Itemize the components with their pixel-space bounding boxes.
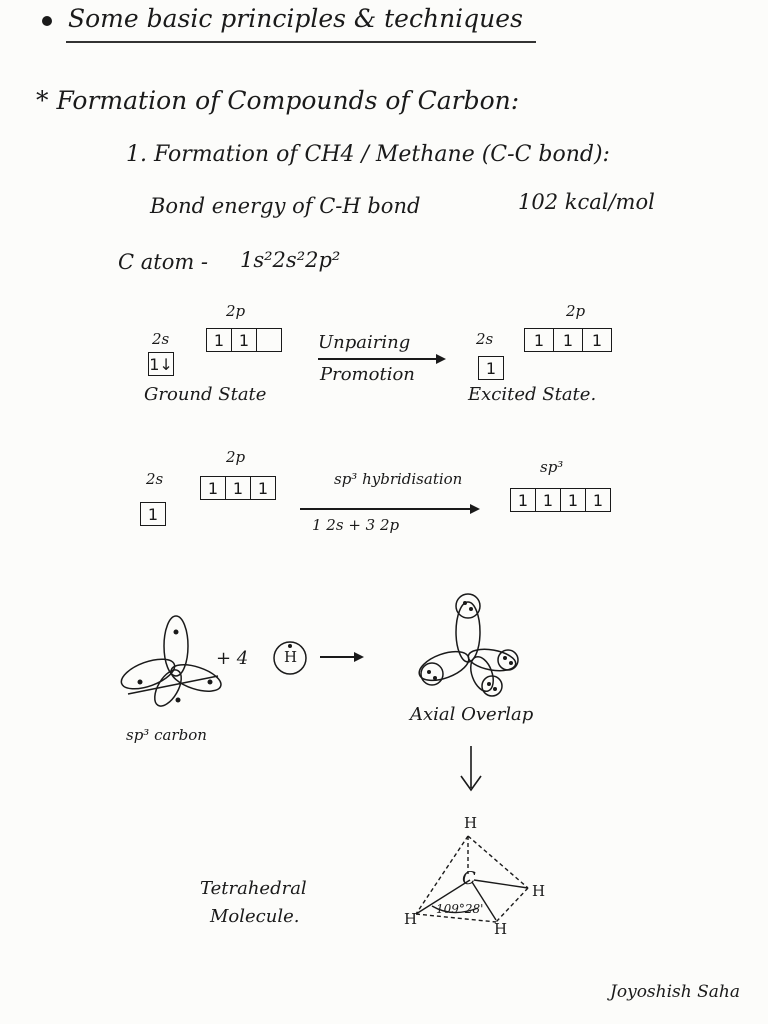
reactant-coefficient: + 4	[216, 648, 249, 669]
sp3-label: sp³	[540, 458, 564, 476]
unpairing-label: Unpairing	[318, 332, 411, 353]
excited-state-caption: Excited State.	[468, 384, 597, 405]
arrow-head-icon	[354, 652, 364, 662]
excited-2s-box	[478, 356, 504, 380]
hybrid-composition: 1 2s + 3 2p	[312, 516, 400, 534]
orbital-cell: 1	[232, 329, 257, 351]
ground-2s-label: 2s	[152, 330, 170, 348]
excited-2s-label: 2s	[476, 330, 494, 348]
promotion-label: Promotion	[320, 364, 415, 385]
step2-2p-label: 2p	[226, 448, 246, 466]
section-heading: * Formation of Compounds of Carbon:	[36, 86, 520, 115]
ground-state-caption: Ground State	[144, 384, 267, 405]
orbital-cell: 1	[511, 489, 536, 511]
bond-angle-label: 109°28'	[436, 902, 484, 916]
step2-2p-box	[200, 476, 276, 500]
orbital-cell	[257, 329, 281, 351]
orbital-cell: 1	[561, 489, 586, 511]
h-top-label: H	[464, 814, 478, 832]
orbital-cell: 1↓	[149, 354, 173, 374]
orbital-cell: 1	[207, 329, 232, 351]
ground-2p-label: 2p	[226, 302, 246, 320]
bullet-dot	[42, 16, 52, 26]
molecule-caption: Molecule.	[210, 906, 300, 927]
bond-energy-label: Bond energy of C-H bond	[150, 194, 421, 218]
excited-2p-box	[524, 328, 612, 352]
orbital-cell: 1	[525, 329, 554, 351]
down-arrow-icon	[456, 744, 486, 794]
author-signature: Joyoshish Saha	[610, 982, 740, 1002]
sp3-carbon-caption: sp³ carbon	[126, 726, 207, 744]
carbon-center-label: C	[462, 868, 476, 889]
promotion-arrow	[318, 358, 436, 360]
h-left-label: H	[404, 910, 418, 928]
title-underline	[66, 41, 536, 43]
bond-energy-value: 102 kcal/mol	[518, 190, 655, 214]
axial-overlap-caption: Axial Overlap	[410, 704, 534, 725]
orbital-cell: 1	[226, 477, 251, 499]
orbital-cell: 1	[201, 477, 226, 499]
step2-2s-label: 2s	[146, 470, 164, 488]
ground-2p-box	[206, 328, 282, 352]
h-right-label: H	[532, 882, 546, 900]
arrow-head-icon	[470, 504, 480, 514]
h-bottom-label: H	[494, 920, 508, 938]
arrow-head-icon	[436, 354, 446, 364]
hydrogen-label: H	[284, 648, 298, 666]
hybridisation-arrow	[300, 508, 470, 510]
tetrahedral-caption: Tetrahedral	[200, 878, 307, 899]
orbital-cell: 1	[485, 358, 497, 378]
orbital-cell: 1	[554, 329, 583, 351]
axial-overlap-diagram	[410, 590, 530, 700]
reaction-arrow	[320, 656, 354, 658]
page-title: Some basic principles & techniques	[68, 4, 523, 33]
sp3-carbon-orbital-diagram	[118, 612, 228, 712]
orbital-cell: 1	[536, 489, 561, 511]
excited-2p-label: 2p	[566, 302, 586, 320]
sp3-orbital-box	[510, 488, 611, 512]
hybridisation-label: sp³ hybridisation	[334, 470, 463, 488]
orbital-cell: 1	[257, 478, 269, 498]
orbital-cell: 1	[591, 330, 603, 350]
c-atom-label: C atom -	[118, 250, 209, 274]
step2-2s-box	[140, 502, 166, 526]
orbital-cell: 1	[592, 490, 604, 510]
ground-2s-box	[148, 352, 174, 376]
orbital-cell: 1	[147, 504, 159, 524]
tetrahedral-molecule-diagram	[400, 814, 560, 944]
c-atom-config: 1s²2s²2p²	[240, 248, 341, 272]
subsection-heading: 1. Formation of CH4 / Methane (C-C bond):	[126, 142, 610, 167]
